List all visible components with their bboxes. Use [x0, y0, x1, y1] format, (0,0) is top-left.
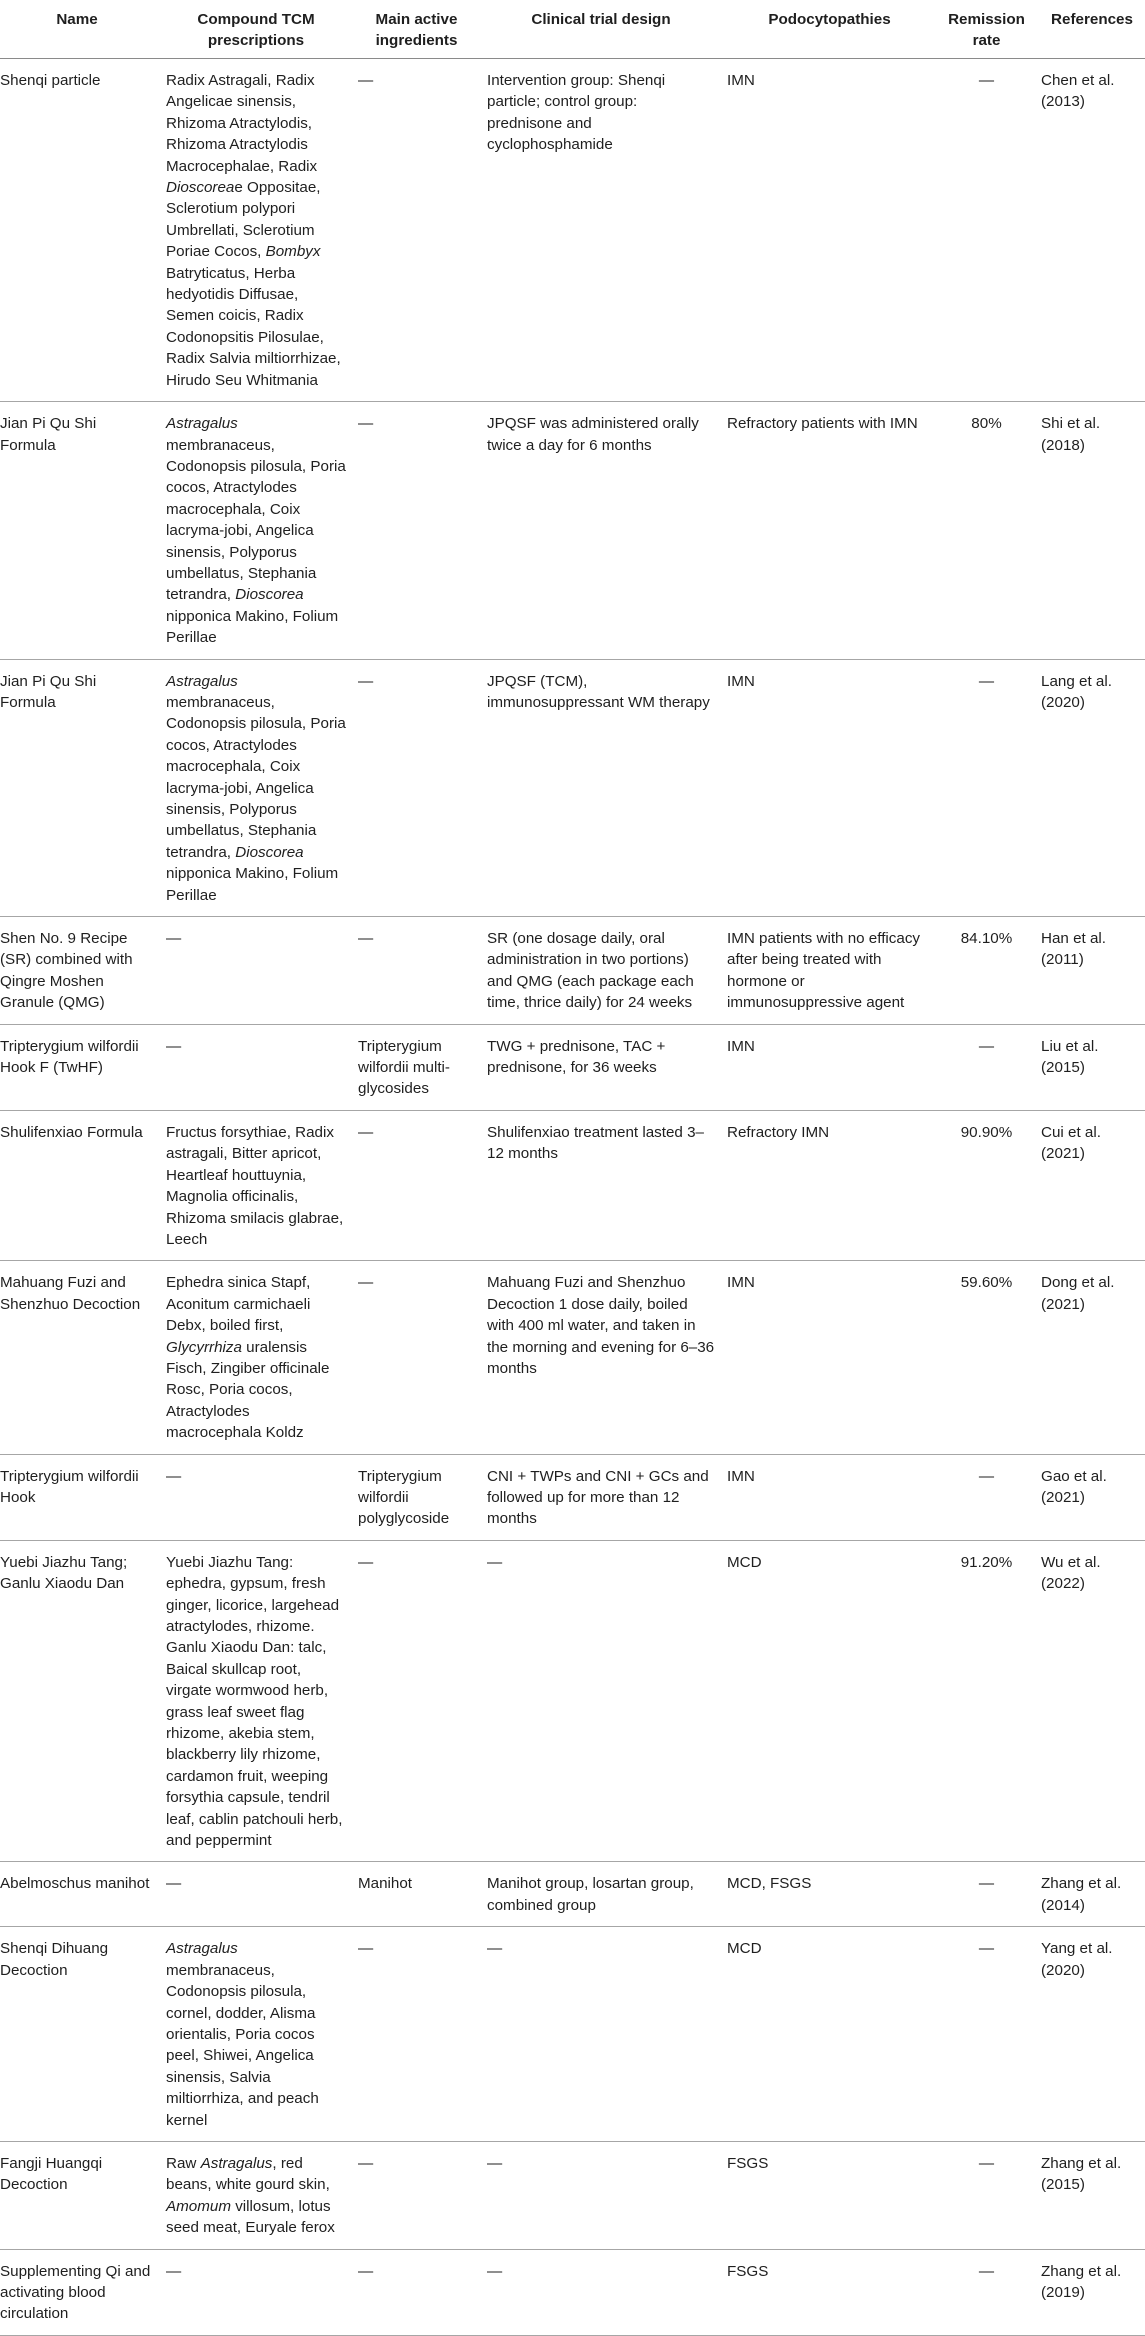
- table-row: [0, 1862, 1145, 1927]
- table-row: [0, 1540, 1145, 1862]
- header-ingredients: Main active ingredients: [352, 0, 481, 59]
- cell-remission: 90.90%: [938, 1110, 1035, 1260]
- cell-design: Shulifenxiao treatment lasted 3–12 months: [481, 1110, 721, 1260]
- table-row: [0, 1261, 1145, 1454]
- cell-ingredients: Tripterygium wilfordii multi-glycosides: [352, 1024, 481, 1110]
- cell-remission: 59.60%: [938, 1261, 1035, 1454]
- header-compound: Compound TCM prescriptions: [160, 0, 352, 59]
- cell-podocytopathies: Refractory patients with IMN: [721, 402, 938, 659]
- table-row: [0, 1024, 1145, 1110]
- cell-ingredients: —: [352, 2141, 481, 2249]
- cell-remission: 80%: [938, 402, 1035, 659]
- cell-podocytopathies: MCD: [721, 1927, 938, 2142]
- cell-ingredients: Tripterygium wilfordii polyglycoside: [352, 1454, 481, 1540]
- cell-name: Shulifenxiao Formula: [0, 1110, 160, 1260]
- table-row: [0, 2249, 1145, 2335]
- cell-compound: —: [160, 2249, 352, 2335]
- cell-compound: —: [160, 917, 352, 1025]
- table-row: [0, 917, 1145, 1025]
- table-row: [0, 1927, 1145, 2142]
- cell-design: —: [481, 2249, 721, 2335]
- cell-references: Yang et al. (2020): [1035, 1927, 1145, 2142]
- cell-podocytopathies: IMN: [721, 59, 938, 402]
- cell-compound: Yuebi Jiazhu Tang: ephedra, gypsum, fresh ginger, licorice, largehead atractylodes, rhizome. Ganlu Xiaodu Dan: talc, Baical skullcap root, virgate wormwood herb, grass leaf sweet flag rhizome, akebia stem, blackberry lily rhizome, cardamon fruit, weeping forsythia capsule, tendril leaf, cablin patchouli herb, and peppermint: [160, 1540, 352, 1862]
- cell-name: Jian Pi Qu Shi Formula: [0, 402, 160, 659]
- cell-ingredients: —: [352, 1540, 481, 1862]
- cell-design: —: [481, 1540, 721, 1862]
- cell-remission: —: [938, 659, 1035, 916]
- cell-name: Mahuang Fuzi and Shenzhuo Decoction: [0, 1261, 160, 1454]
- cell-podocytopathies: Refractory IMN: [721, 1110, 938, 1260]
- cell-name: Fangji Huangqi Decoction: [0, 2141, 160, 2249]
- cell-design: CNI + TWPs and CNI + GCs and followed up for more than 12 months: [481, 1454, 721, 1540]
- cell-compound: Ephedra sinica Stapf, Aconitum carmichaeli Debx, boiled first, Glycyrrhiza uralensis Fisch, Zingiber officinale Rosc, Poria cocos, Atractylodes macrocephala Koldz: [160, 1261, 352, 1454]
- cell-design: TWG + prednisone, TAC + prednisone, for 36 weeks: [481, 1024, 721, 1110]
- header-design: Clinical trial design: [481, 0, 721, 59]
- header-row: [0, 0, 1145, 59]
- cell-ingredients: —: [352, 1110, 481, 1260]
- table-row: [0, 402, 1145, 659]
- header-podocytopathies: Podocytopathies: [721, 0, 938, 59]
- cell-compound: Astragalus membranaceus, Codonopsis pilosula, cornel, dodder, Alisma orientalis, Poria cocos peel, Shiwei, Angelica sinensis, Salvia miltiorrhiza, and peach kernel: [160, 1927, 352, 2142]
- table-body: [0, 59, 1145, 2336]
- cell-podocytopathies: MCD, FSGS: [721, 1862, 938, 1927]
- cell-references: Shi et al. (2018): [1035, 402, 1145, 659]
- cell-compound: Astragalus membranaceus, Codonopsis pilosula, Poria cocos, Atractylodes macrocephala, Coix lacryma-jobi, Angelica sinensis, Polyporus umbellatus, Stephania tetrandra, Dioscorea nipponica Makino, Folium Perillae: [160, 659, 352, 916]
- header-references: References: [1035, 0, 1145, 59]
- cell-compound: —: [160, 1454, 352, 1540]
- cell-podocytopathies: FSGS: [721, 2141, 938, 2249]
- cell-name: Supplementing Qi and activating blood circulation: [0, 2249, 160, 2335]
- cell-references: Wu et al. (2022): [1035, 1540, 1145, 1862]
- cell-name: Tripterygium wilfordii Hook F (TwHF): [0, 1024, 160, 1110]
- cell-podocytopathies: IMN: [721, 1024, 938, 1110]
- cell-compound: Raw Astragalus, red beans, white gourd skin, Amomum villosum, lotus seed meat, Euryale ferox: [160, 2141, 352, 2249]
- cell-references: Lang et al. (2020): [1035, 659, 1145, 916]
- cell-name: Shenqi Dihuang Decoction: [0, 1927, 160, 2142]
- cell-design: Intervention group: Shenqi particle; control group: prednisone and cyclophosphamide: [481, 59, 721, 402]
- cell-compound: —: [160, 1862, 352, 1927]
- table-row: [0, 1110, 1145, 1260]
- cell-remission: —: [938, 1454, 1035, 1540]
- cell-ingredients: Manihot: [352, 1862, 481, 1927]
- cell-remission: —: [938, 1862, 1035, 1927]
- table-row: [0, 2141, 1145, 2249]
- cell-design: Manihot group, losartan group, combined group: [481, 1862, 721, 1927]
- cell-name: Shen No. 9 Recipe (SR) combined with Qingre Moshen Granule (QMG): [0, 917, 160, 1025]
- table-row: [0, 1454, 1145, 1540]
- cell-references: Han et al. (2011): [1035, 917, 1145, 1025]
- cell-references: Gao et al. (2021): [1035, 1454, 1145, 1540]
- cell-references: Zhang et al. (2015): [1035, 2141, 1145, 2249]
- header-remission: Remission rate: [938, 0, 1035, 59]
- table-header: [0, 0, 1145, 59]
- cell-remission: —: [938, 59, 1035, 402]
- cell-design: JPQSF was administered orally twice a day for 6 months: [481, 402, 721, 659]
- cell-references: Zhang et al. (2019): [1035, 2249, 1145, 2335]
- cell-podocytopathies: IMN patients with no efficacy after being treated with hormone or immunosuppressive agent: [721, 917, 938, 1025]
- cell-remission: —: [938, 2249, 1035, 2335]
- cell-remission: —: [938, 2141, 1035, 2249]
- cell-podocytopathies: IMN: [721, 1261, 938, 1454]
- cell-references: Cui et al. (2021): [1035, 1110, 1145, 1260]
- cell-ingredients: —: [352, 59, 481, 402]
- table-row: [0, 659, 1145, 916]
- table-row: [0, 59, 1145, 402]
- cell-remission: —: [938, 1927, 1035, 2142]
- cell-remission: —: [938, 1024, 1035, 1110]
- cell-name: Yuebi Jiazhu Tang; Ganlu Xiaodu Dan: [0, 1540, 160, 1862]
- cell-design: JPQSF (TCM), immunosuppressant WM therapy: [481, 659, 721, 916]
- cell-design: —: [481, 1927, 721, 2142]
- cell-compound: Fructus forsythiae, Radix astragali, Bitter apricot, Heartleaf houttuynia, Magnolia officinalis, Rhizoma smilacis glabrae, Leech: [160, 1110, 352, 1260]
- cell-references: Chen et al. (2013): [1035, 59, 1145, 402]
- cell-podocytopathies: MCD: [721, 1540, 938, 1862]
- cell-design: SR (one dosage daily, oral administration in two portions) and QMG (each package each time, thrice daily) for 24 weeks: [481, 917, 721, 1025]
- cell-references: Zhang et al. (2014): [1035, 1862, 1145, 1927]
- cell-ingredients: —: [352, 659, 481, 916]
- cell-references: Dong et al. (2021): [1035, 1261, 1145, 1454]
- cell-ingredients: —: [352, 2249, 481, 2335]
- cell-ingredients: —: [352, 402, 481, 659]
- cell-design: Mahuang Fuzi and Shenzhuo Decoction 1 dose daily, boiled with 400 ml water, and taken in the morning and evening for 6–36 months: [481, 1261, 721, 1454]
- cell-podocytopathies: FSGS: [721, 2249, 938, 2335]
- cell-references: Liu et al. (2015): [1035, 1024, 1145, 1110]
- cell-podocytopathies: IMN: [721, 659, 938, 916]
- header-name: Name: [0, 0, 160, 59]
- cell-ingredients: —: [352, 1261, 481, 1454]
- cell-compound: —: [160, 1024, 352, 1110]
- cell-compound: Radix Astragali, Radix Angelicae sinensis, Rhizoma Atractylodis, Rhizoma Atractylodis Macrocephalae, Radix Dioscoreae Oppositae, Sclerotium polypori Umbrellati, Sclerotium Poriae Cocos, Bombyx Batryticatus, Herba hedyotidis Diffusae, Semen coicis, Radix Codonopsitis Pilosulae, Radix Salvia miltiorrhizae, Hirudo Seu Whitmania: [160, 59, 352, 402]
- cell-remission: 91.20%: [938, 1540, 1035, 1862]
- cell-remission: 84.10%: [938, 917, 1035, 1025]
- cell-compound: Astragalus membranaceus, Codonopsis pilosula, Poria cocos, Atractylodes macrocephala, Coix lacryma-jobi, Angelica sinensis, Polyporus umbellatus, Stephania tetrandra, Dioscorea nipponica Makino, Folium Perillae: [160, 402, 352, 659]
- cell-podocytopathies: IMN: [721, 1454, 938, 1540]
- cell-name: Abelmoschus manihot: [0, 1862, 160, 1927]
- cell-name: Jian Pi Qu Shi Formula: [0, 659, 160, 916]
- cell-ingredients: —: [352, 1927, 481, 2142]
- cell-design: —: [481, 2141, 721, 2249]
- cell-name: Tripterygium wilfordii Hook: [0, 1454, 160, 1540]
- cell-name: Shenqi particle: [0, 59, 160, 402]
- cell-ingredients: —: [352, 917, 481, 1025]
